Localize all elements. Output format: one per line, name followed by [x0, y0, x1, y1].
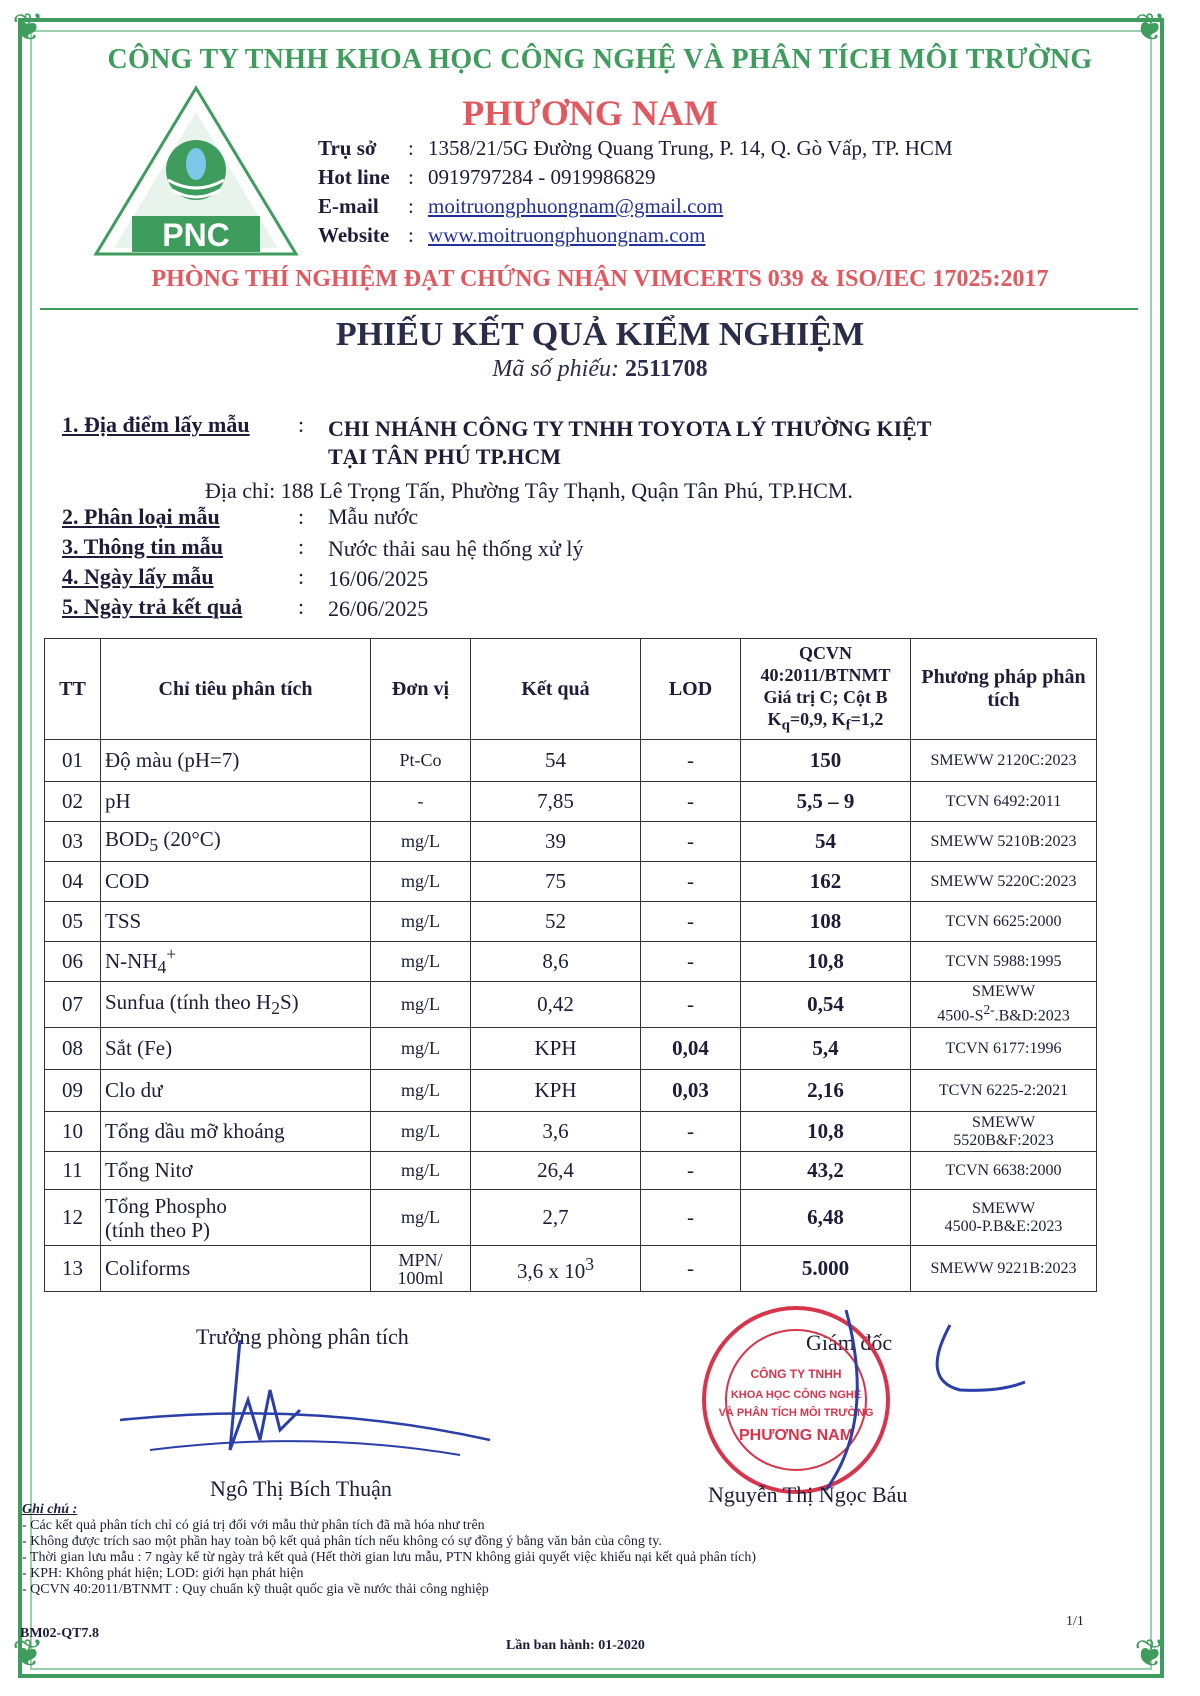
company-name: CÔNG TY TNHH KHOA HỌC CÔNG NGHỆ VÀ PHÂN TÍCH MÔI TRƯỜNG	[107, 44, 1093, 75]
website-link[interactable]: www.moitruongphuongnam.com	[428, 223, 706, 247]
left-signer-title: Trưởng phòng phân tích	[196, 1324, 409, 1349]
table-row: 08 Sắt (Fe) mg/L KPH 0,04 5,4 TCVN 6177:1996	[45, 1028, 1097, 1070]
table-row: 12 Tổng Phospho (tính theo P) mg/L 2,7 - 6,48 SMEWW 4500-P.B&E:2023	[45, 1190, 1097, 1246]
email-label: E-mail	[318, 194, 379, 218]
contact-block: Trụ sở : 1358/21/5G Đường Quang Trung, P. 14, Q. Gò Vấp, TP. HCM Hot line : 0919797284 - 0919986829 E-mail : moitruongphuongnam@gmail.com Website : www.moitruongphuongnam.com	[318, 136, 953, 252]
corner-ornament-icon: ❦	[1134, 7, 1166, 49]
col-tt: TT	[45, 639, 101, 740]
note-item: - Các kết quả phân tích chỉ có giá trị đối với mẫu thử phân tích đã mã hóa như trên	[22, 1518, 485, 1533]
table-row: 03 $BOD_5$ (20°C) mg/L 39 - 54 SMEWW 5210B:2023	[45, 822, 1097, 862]
svg-text:KHOA HỌC CÔNG NGHỆ: KHOA HỌC CÔNG NGHỆ	[730, 1389, 862, 1401]
type-label: 2. Phân loại mẫu	[62, 504, 220, 529]
note-item: - KPH: Không phát hiện; LOD: giới hạn phát hiện	[22, 1566, 304, 1581]
table-row: 01 Độ màu (pH=7) Pt-Co 54 - 150 SMEWW 2120C:2023	[45, 740, 1097, 782]
site-name-1: CHI NHÁNH CÔNG TY TNHH TOYOTA LÝ THƯỜNG KIỆT	[328, 416, 932, 441]
pnc-logo-icon	[92, 84, 300, 256]
col-lod: LOD	[641, 639, 741, 740]
table-row: 07 Sunfua (tính theo $H_2S$) mg/L 0,42 - 0,54 SMEWW $4500-S^{2-}.B\&D:2023$	[45, 982, 1097, 1028]
type-value: Mẫu nước	[328, 504, 419, 529]
lab-certification: PHÒNG THÍ NGHIỆM ĐẠT CHỨNG NHẬN VIMCERTS 039 & ISO/IEC 17025:2017	[151, 266, 1049, 292]
edition: Lần ban hành: 01-2020	[506, 1638, 645, 1653]
document-code	[60, 356, 1140, 383]
hotline: 0919797284 - 0919986829	[428, 165, 656, 189]
note-item: - QCVN 40:2011/BTNMT : Quy chuẩn kỹ thuật quốc gia về nước thải công nghiệp	[22, 1582, 489, 1597]
note-item: - Thời gian lưu mẫu : 7 ngày kể từ ngày trả kết quả (Hết thời gian lưu mẫu, PTN không giải quyết việc khiếu nại kết quả phân tích)	[22, 1550, 757, 1565]
col-qcvn: QCVN 40:2011/BTNMT Giá trị C; Cột B $K_q=0,9$, $K_f=1,2$	[741, 639, 911, 740]
sample-value: Nước thải sau hệ thống xử lý	[328, 536, 584, 561]
svg-text:VÀ PHÂN TÍCH MÔI TRƯỜNG: VÀ PHÂN TÍCH MÔI TRƯỜNG	[718, 1407, 874, 1419]
notes-title: Ghi chú :	[22, 1502, 78, 1517]
hotline-label: Hot line	[318, 165, 390, 189]
form-code: BM02-QT7.8	[20, 1626, 99, 1641]
col-method: Phương pháp phân tích	[911, 639, 1097, 740]
svg-text:PHƯƠNG NAM: PHƯƠNG NAM	[738, 1427, 854, 1444]
website-label: Website	[318, 223, 390, 247]
header-divider	[40, 308, 1138, 310]
site-name-2: TẠI TÂN PHÚ TP.HCM	[328, 444, 562, 469]
col-param: Chỉ tiêu phân tích	[101, 639, 371, 740]
table-row: 06 $N-NH_4^+$ mg/L 8,6 - 10,8 TCVN 5988:1995	[45, 942, 1097, 982]
table-row: 02 pH - 7,85 - 5,5 – 9 TCVN 6492:2011	[45, 782, 1097, 822]
sampled-date-label: 4. Ngày lấy mẫu	[62, 564, 214, 589]
corner-ornament-icon: ❦	[12, 7, 44, 49]
table-row: 09 Clo dư mg/L KPH 0,03 2,16 TCVN 6225-2:2021	[45, 1070, 1097, 1112]
site-address: Địa chỉ: 188 Lê Trọng Tấn, Phường Tây Thạnh, Quận Tân Phú, TP.HCM.	[205, 478, 853, 503]
table-row: 10 Tổng dầu mỡ khoáng mg/L 3,6 - 10,8 SMEWW 5520B&F:2023	[45, 1112, 1097, 1152]
table-row: 04 COD mg/L 75 - 162 SMEWW 5220C:2023	[45, 862, 1097, 902]
col-result: Kết quả	[471, 639, 641, 740]
code-label: Mã số phiếu:	[492, 356, 619, 382]
table-row: 05 TSS mg/L 52 - 108 TCVN 6625:2000	[45, 902, 1097, 942]
brand-name: PHƯƠNG NAM	[462, 93, 718, 133]
logo-text: PNC	[162, 217, 230, 253]
sample-label: 3. Thông tin mẫu	[62, 534, 223, 559]
left-signer-name: Ngô Thị Bích Thuận	[210, 1476, 392, 1501]
return-date: 26/06/2025	[328, 596, 429, 621]
sampled-date: 16/06/2025	[328, 566, 429, 591]
signature-left-icon	[110, 1330, 500, 1480]
corner-ornament-icon: ❦	[1134, 1633, 1166, 1675]
col-unit: Đơn vị	[371, 639, 471, 740]
code-value: 2511708	[624, 356, 708, 382]
signature-right-icon	[920, 1320, 1030, 1410]
return-date-label: 5. Ngày trả kết quả	[62, 594, 243, 619]
address: 1358/21/5G Đường Quang Trung, P. 14, Q. Gò Vấp, TP. HCM	[428, 136, 953, 160]
svg-text:CÔNG TY TNHH: CÔNG TY TNHH	[750, 1367, 842, 1381]
right-signer-title: Giám đốc	[806, 1330, 893, 1355]
table-header-row	[45, 639, 1097, 740]
note-item: - Không được trích sao một phần hay toàn bộ kết quả phân tích nếu không có sự đồng ý bằng văn bản của công ty.	[22, 1534, 662, 1549]
table-row: 11 Tổng Nitơ mg/L 26,4 - 43,2 TCVN 6638:2000	[45, 1152, 1097, 1190]
document-title: PHIẾU KẾT QUẢ KIỂM NGHIỆM	[335, 316, 865, 353]
email-link[interactable]: moitruongphuongnam@gmail.com	[428, 194, 724, 218]
right-signer-name: Nguyễn Thị Ngọc Báu	[708, 1482, 908, 1507]
table-row: 13 Coliforms MPN/ 100ml 3,6 x $10^3$ - 5.000 SMEWW 9221B:2023	[45, 1246, 1097, 1292]
notes-block	[22, 1502, 756, 1598]
results-table	[44, 638, 1097, 1292]
company-stamp-icon	[686, 1300, 926, 1500]
corner-ornament-icon: ❦	[12, 1633, 44, 1675]
site-label: 1. Địa điểm lấy mẫu	[62, 412, 250, 437]
address-label: Trụ sở	[318, 136, 377, 160]
page-number: 1/1	[1066, 1614, 1084, 1629]
